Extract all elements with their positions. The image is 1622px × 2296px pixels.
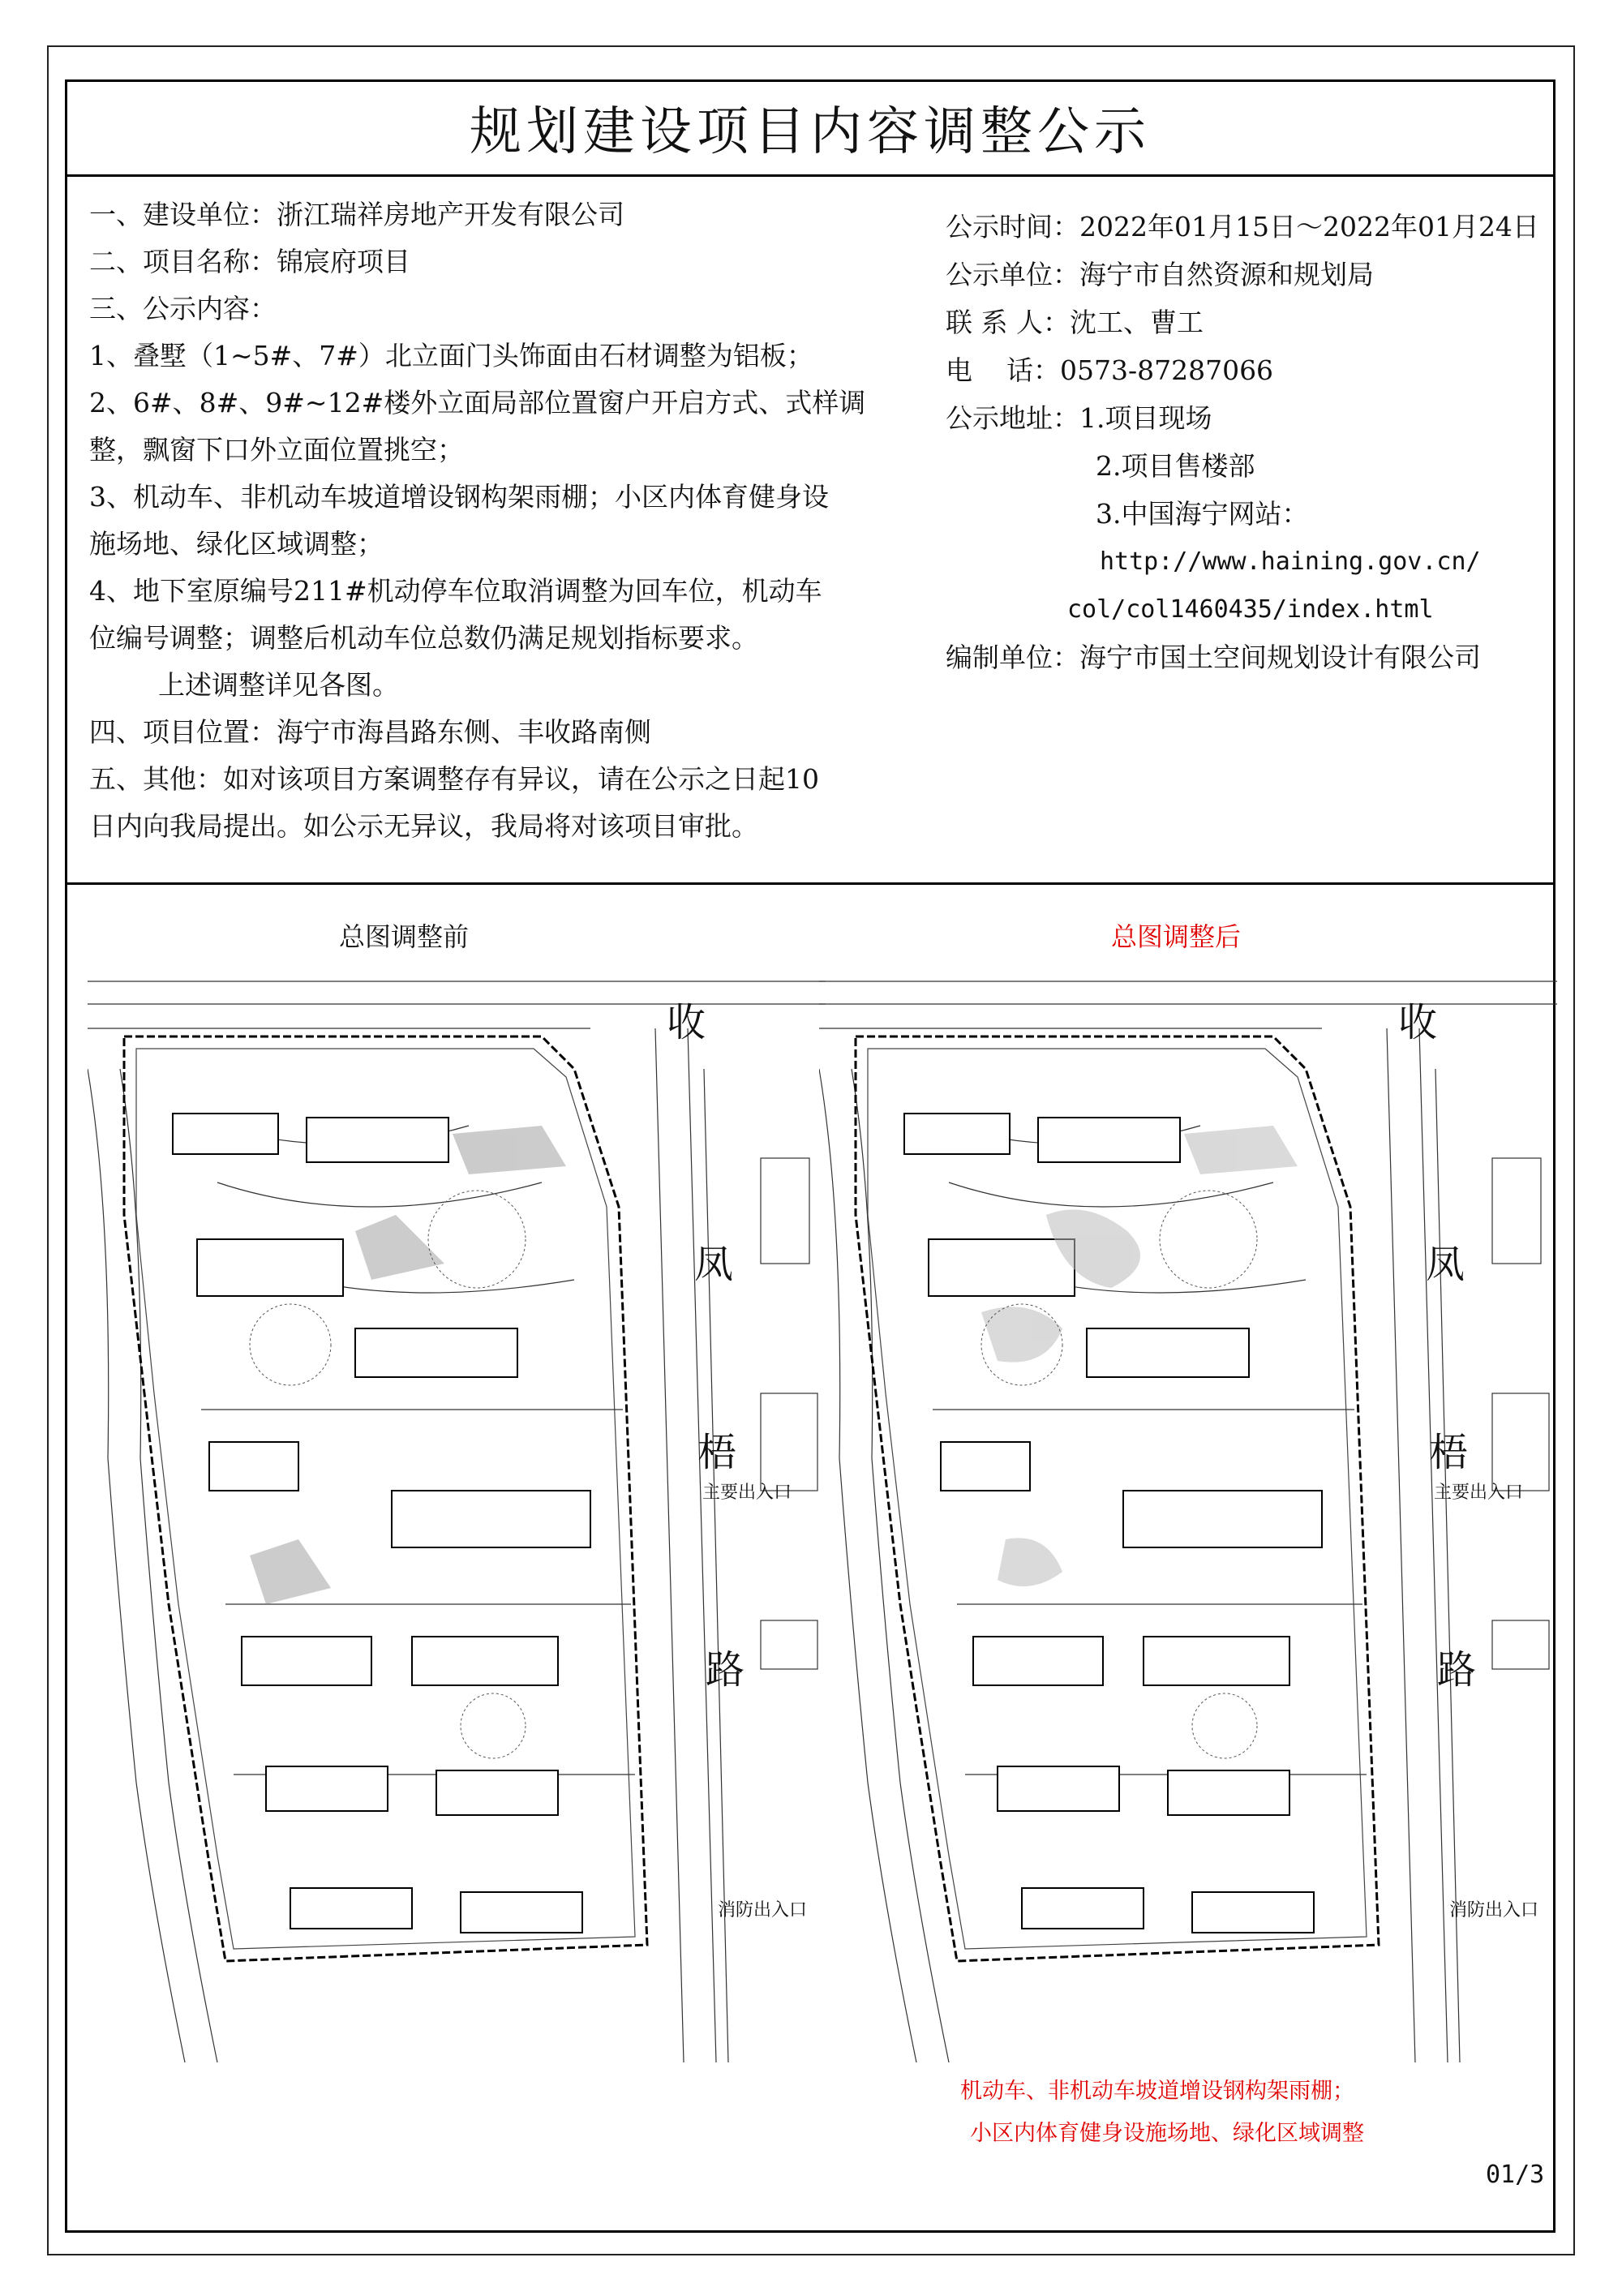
location-line: 四、项目位置：海宁市海昌路东侧、丰收路南侧 <box>89 716 651 748</box>
content-item-2b: 整，飘窗下口外立面位置挑空； <box>89 434 464 466</box>
content-item-3b: 施场地、绿化区域调整； <box>89 528 384 560</box>
main-entrance-label-left: 主要出入口 <box>702 1483 792 1503</box>
road-char-shou-left: 收 <box>667 1000 706 1045</box>
road-char-wu-right: 梧 <box>1429 1430 1469 1475</box>
content-item-4b: 位编号调整；调整后机动车位总数仍满足规划指标要求。 <box>89 622 758 654</box>
road-char-feng-right: 凤 <box>1426 1242 1465 1287</box>
road-char-feng-left: 凤 <box>694 1242 734 1287</box>
compiler-unit: 编制单位：海宁市国土空间规划设计有限公司 <box>946 642 1481 673</box>
notice-address-1: 公示地址：1.项目现场 <box>946 402 1212 434</box>
notice-unit: 公示单位：海宁市自然资源和规划局 <box>946 259 1374 290</box>
see-drawings-line: 上述调整详见各图。 <box>158 669 399 701</box>
builder-line: 一、建设单位：浙江瑞祥房地产开发有限公司 <box>89 199 624 230</box>
website-url-line-2[interactable]: col/col1460435/index.html <box>1067 595 1434 624</box>
notice-address-2: 2.项目售楼部 <box>1096 450 1255 482</box>
site-plan-before <box>88 972 826 2062</box>
road-char-shou-right: 收 <box>1398 1000 1438 1045</box>
fire-entrance-label-right: 消防出入口 <box>1449 1900 1539 1920</box>
other-line-b: 日内向我局提出。如公示无异议，我局将对该项目审批。 <box>89 810 758 842</box>
content-item-3a: 3、机动车、非机动车坡道增设钢构架雨棚；小区内体育健身设 <box>89 481 829 513</box>
fire-entrance-label-left: 消防出入口 <box>718 1900 808 1920</box>
road-char-wu-left: 梧 <box>697 1430 737 1475</box>
section-divider <box>65 882 1555 885</box>
content-item-1: 1、叠墅（1~5#、7#）北立面门头饰面由石材调整为铝板； <box>89 340 813 371</box>
contact-phone: 电 话：0573-87287066 <box>946 354 1274 386</box>
title-row <box>65 79 1555 177</box>
announcement-left-column <box>89 191 941 850</box>
notice-address-3: 3.中国海宁网站： <box>1096 498 1309 530</box>
other-line-a: 五、其他：如对该项目方案调整存有异议，请在公示之日起10 <box>89 763 819 795</box>
adjustment-note-line-2: 小区内体育健身设施场地、绿化区域调整 <box>970 2121 1364 2146</box>
content-heading: 三、公示内容： <box>89 293 277 324</box>
announcement-right-column <box>946 203 1546 681</box>
adjustment-note-line-1: 机动车、非机动车坡道增设钢构架雨棚； <box>960 2079 1354 2104</box>
main-entrance-label-right: 主要出入口 <box>1434 1483 1524 1503</box>
project-name-line: 二、项目名称：锦宸府项目 <box>89 246 410 277</box>
content-item-2a: 2、6#、8#、9#~12#楼外立面局部位置窗户开启方式、式样调 <box>89 387 866 418</box>
page-title: 规划建设项目内容调整公示 <box>470 101 1151 162</box>
site-plan-after <box>819 972 1557 2062</box>
notice-period: 公示时间：2022年01月15日～2022年01月24日 <box>946 211 1539 242</box>
contact-person: 联 系 人：沈工、曹工 <box>946 307 1204 338</box>
content-item-4a: 4、地下室原编号211#机动停车位取消调整为回车位，机动车 <box>89 575 822 607</box>
map-after-label: 总图调整后 <box>1111 921 1242 952</box>
road-char-lu-left: 路 <box>706 1647 745 1693</box>
website-url-line-1[interactable]: http://www.haining.gov.cn/ <box>1100 547 1481 576</box>
road-char-lu-right: 路 <box>1437 1647 1477 1693</box>
map-before-label: 总图调整前 <box>339 921 470 952</box>
page-number: 01/3 <box>1486 2161 1545 2189</box>
